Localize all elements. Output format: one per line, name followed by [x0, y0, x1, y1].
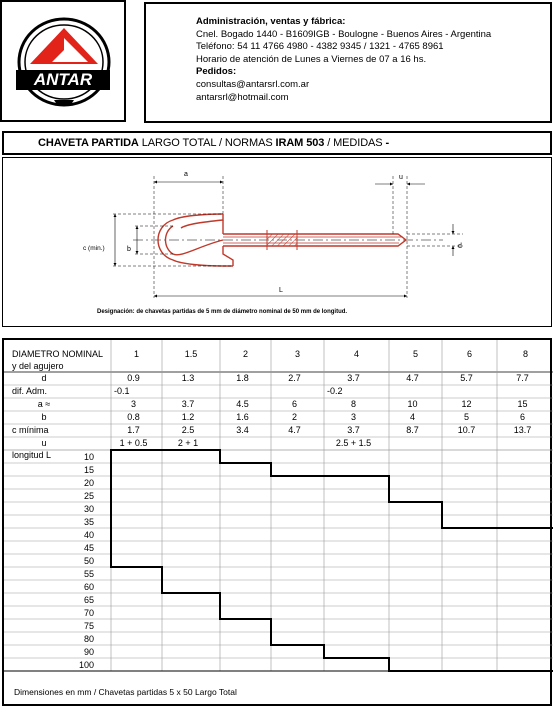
spec-value: 1 + 0.5: [119, 438, 148, 448]
spec-value: 10: [407, 399, 418, 409]
title-bar: [2, 131, 552, 155]
table-footer: Dimensiones en mm / Chavetas partidas 5 x 50 Largo Total: [14, 687, 237, 697]
info-email-1[interactable]: consultas@antarsrl.com.ar: [196, 78, 310, 90]
length-value: 70: [83, 607, 94, 618]
spec-value: 3: [350, 412, 356, 422]
logo-text: ANTAR: [33, 70, 93, 89]
spec-row-label: u: [41, 438, 47, 448]
spec-value: 0.9: [127, 373, 140, 383]
length-value: 40: [83, 529, 94, 540]
spec-value: 2: [291, 412, 297, 422]
dim-u-label: u: [399, 174, 403, 181]
length-value: 75: [83, 620, 94, 631]
spec-value: 4: [409, 412, 415, 422]
title-middle: LARGO TOTAL / NORMAS: [138, 137, 276, 149]
spec-value: -0.2: [327, 386, 343, 396]
spec-row-label: a ≈: [37, 399, 51, 409]
title-product: CHAVETA PARTIDA: [38, 137, 139, 149]
diameter-header: 4: [353, 349, 359, 359]
info-address: Cnel. Bogado 1440 - B1609IGB - Boulogne - Buenos Aires - Argentina: [196, 28, 492, 40]
spec-value: 5.7: [460, 373, 473, 383]
spec-value: 12: [461, 399, 472, 409]
spec-value: 4.7: [288, 425, 301, 435]
spec-value: 2.5 + 1.5: [335, 438, 372, 448]
spec-value: 3.7: [347, 425, 360, 435]
spec-value: 3: [130, 399, 136, 409]
spec-value: -0.1: [114, 386, 130, 396]
spec-value: 2.7: [288, 373, 301, 383]
technical-drawing: [2, 157, 552, 327]
header-hole: y del agujero: [12, 361, 64, 371]
header-diameter-nominal: DIAMETRO NOMINAL: [12, 349, 104, 359]
spec-row-label: c mínima: [12, 425, 49, 435]
length-value: 20: [83, 477, 94, 488]
spec-value: 4.5: [236, 399, 249, 409]
info-heading: Administración, ventas y fábrica:: [196, 16, 346, 27]
length-value: 15: [83, 464, 94, 475]
length-value: 100: [78, 659, 94, 670]
designation-note: Designación: de chavetas partidas de 5 mm de diámetro nominal de 50 mm de longitud.: [97, 309, 348, 315]
spec-value: 6: [291, 399, 297, 409]
diameter-header: 8: [522, 349, 528, 359]
dim-a-label: a: [184, 171, 188, 178]
spec-value: 3.7: [347, 373, 360, 383]
title-norm: IRAM 503: [275, 137, 325, 149]
company-info: [144, 2, 552, 123]
antar-logo: [2, 2, 124, 120]
spec-value: 13.7: [513, 425, 532, 435]
title-measures: / MEDIDAS: [324, 137, 386, 149]
spec-value: 10.7: [457, 425, 476, 435]
diameter-header: 1.5: [184, 349, 198, 359]
spec-value: 2.5: [181, 425, 195, 435]
spec-value: 1.2: [181, 412, 195, 422]
spec-value: 15: [517, 399, 528, 409]
length-value: 65: [83, 594, 94, 605]
spec-value: 5: [463, 412, 469, 422]
diameter-header: 2: [242, 349, 248, 359]
spec-value: 7.7: [516, 373, 529, 383]
length-value: 25: [83, 490, 94, 501]
diameter-header: 5: [412, 349, 418, 359]
length-value: 60: [83, 581, 94, 592]
spec-value: 1.7: [127, 425, 140, 435]
info-orders-heading: Pedidos:: [196, 66, 237, 78]
length-value: 50: [83, 555, 94, 566]
spec-row-label: b: [41, 412, 47, 422]
diameter-header: 1: [133, 349, 139, 359]
dim-d-label: d: [458, 243, 462, 250]
length-value: 90: [83, 646, 94, 657]
length-value: 30: [83, 503, 94, 514]
length-label: longitud L: [12, 450, 52, 460]
spec-value: 6: [519, 412, 525, 422]
hole-section: [267, 234, 297, 246]
title-dash: -: [385, 137, 390, 149]
spec-value: 1.3: [181, 373, 195, 383]
cotter-pin-drawing: [3, 158, 553, 328]
spec-value: 2 + 1: [177, 438, 199, 448]
spec-value: 3.7: [181, 399, 195, 409]
spec-value: 4.7: [406, 373, 419, 383]
length-value: 45: [83, 542, 94, 553]
diameter-header: 3: [294, 349, 300, 359]
spec-value: 8.7: [406, 425, 419, 435]
spec-value: 8: [350, 399, 356, 409]
spec-value: 0.8: [127, 412, 140, 422]
info-phone: Teléfono: 54 11 4766 4980 - 4382 9345 / 1321 - 4765 8961: [196, 41, 444, 53]
spec-value: 1.8: [236, 373, 249, 383]
dim-L-label: L: [279, 287, 283, 294]
length-range-outline: [111, 450, 553, 671]
dimensions-table: [2, 338, 552, 706]
dim-c-label: c (min.): [83, 245, 105, 252]
info-hours: Horario de atención de Lunes a Viernes de 07 a 16 hs.: [196, 53, 427, 65]
spec-row-label: d: [41, 373, 47, 383]
spec-row-label: dif. Adm.: [12, 386, 48, 396]
spec-value: 1.6: [236, 412, 249, 422]
dim-b-label: b: [127, 246, 131, 253]
info-email-2[interactable]: antarsrl@hotmail.com: [196, 91, 289, 103]
length-value: 35: [83, 516, 94, 527]
length-value: 80: [83, 633, 94, 644]
logo-panel: [0, 0, 126, 122]
diameter-header: 6: [466, 349, 472, 359]
length-value: 10: [83, 451, 94, 462]
length-value: 55: [83, 568, 94, 579]
spec-value: 3.4: [236, 425, 249, 435]
